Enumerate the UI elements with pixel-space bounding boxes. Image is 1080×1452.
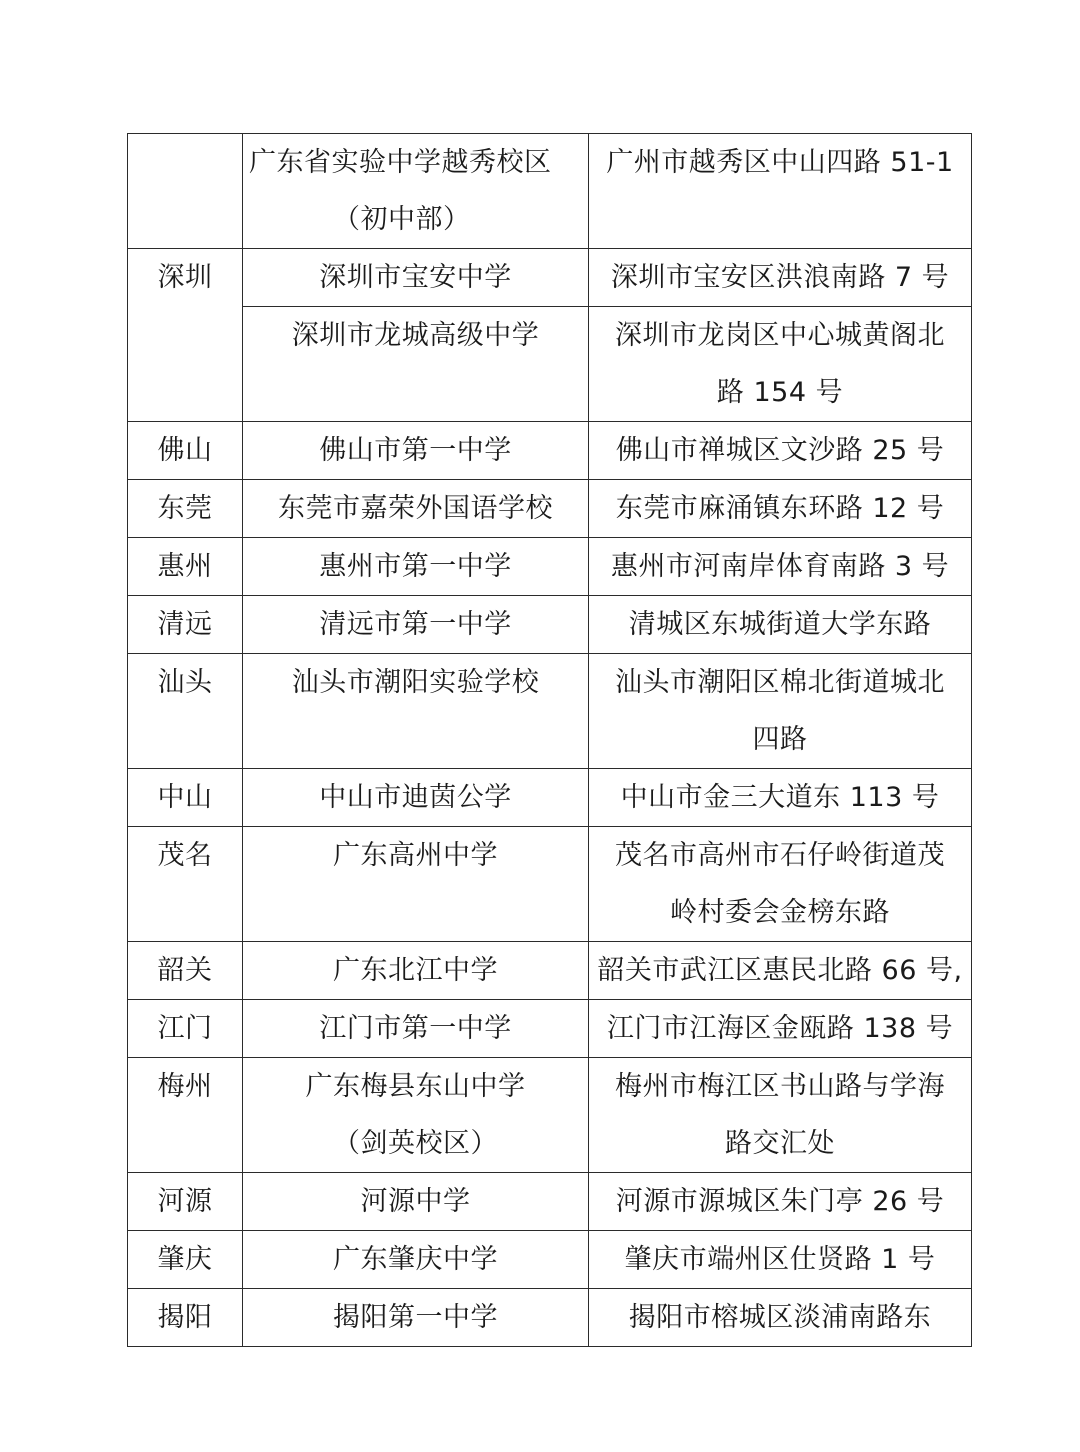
table-row xyxy=(128,596,972,654)
school-cell: 惠州市第一中学 xyxy=(243,538,589,596)
address-cell: 惠州市河南岸体育南路 3 号 xyxy=(589,538,972,596)
city-cell: 东莞 xyxy=(128,480,243,538)
city-cell: 惠州 xyxy=(128,538,243,596)
table-row xyxy=(128,538,972,596)
table-row xyxy=(128,942,972,1000)
table-row xyxy=(128,307,972,422)
school-cell: 河源中学 xyxy=(243,1173,589,1231)
school-cell: 江门市第一中学 xyxy=(243,1000,589,1058)
school-cell: 广东肇庆中学 xyxy=(243,1231,589,1289)
school-cell: 广东省实验中学越秀校区 （初中部） xyxy=(243,134,589,249)
city-cell: 中山 xyxy=(128,769,243,827)
table-row xyxy=(128,480,972,538)
table-row xyxy=(128,769,972,827)
address-cell: 肇庆市端州区仕贤路 1 号 xyxy=(589,1231,972,1289)
address-cell: 韶关市武江区惠民北路 66 号, xyxy=(589,942,972,1000)
school-cell: 佛山市第一中学 xyxy=(243,422,589,480)
table-row xyxy=(128,422,972,480)
city-cell xyxy=(128,134,243,249)
city-cell: 揭阳 xyxy=(128,1289,243,1347)
city-cell: 佛山 xyxy=(128,422,243,480)
city-cell: 茂名 xyxy=(128,827,243,942)
school-cell: 中山市迪茵公学 xyxy=(243,769,589,827)
school-cell: 深圳市宝安中学 xyxy=(243,249,589,307)
table-row xyxy=(128,1173,972,1231)
city-cell: 江门 xyxy=(128,1000,243,1058)
city-cell: 梅州 xyxy=(128,1058,243,1173)
school-cell: 广东北江中学 xyxy=(243,942,589,1000)
school-cell: 揭阳第一中学 xyxy=(243,1289,589,1347)
address-cell: 江门市江海区金瓯路 138 号 xyxy=(589,1000,972,1058)
address-cell: 梅州市梅江区书山路与学海 路交汇处 xyxy=(589,1058,972,1173)
school-cell: 东莞市嘉荣外国语学校 xyxy=(243,480,589,538)
city-cell: 清远 xyxy=(128,596,243,654)
address-cell: 佛山市禅城区文沙路 25 号 xyxy=(589,422,972,480)
city-cell: 河源 xyxy=(128,1173,243,1231)
address-cell: 茂名市高州市石仔岭街道茂 岭村委会金榜东路 xyxy=(589,827,972,942)
address-cell: 清城区东城街道大学东路 xyxy=(589,596,972,654)
address-cell: 东莞市麻涌镇东环路 12 号 xyxy=(589,480,972,538)
address-cell: 中山市金三大道东 113 号 xyxy=(589,769,972,827)
city-cell: 肇庆 xyxy=(128,1231,243,1289)
address-cell: 深圳市宝安区洪浪南路 7 号 xyxy=(589,249,972,307)
city-cell: 深圳 xyxy=(128,249,243,422)
school-cell: 深圳市龙城高级中学 xyxy=(243,307,589,422)
table-row xyxy=(128,1289,972,1347)
school-cell: 广东梅县东山中学 （剑英校区） xyxy=(243,1058,589,1173)
table-row xyxy=(128,249,972,307)
city-cell: 汕头 xyxy=(128,654,243,769)
school-cell: 广东高州中学 xyxy=(243,827,589,942)
address-cell: 河源市源城区朱门亭 26 号 xyxy=(589,1173,972,1231)
table-row xyxy=(128,827,972,942)
address-cell: 深圳市龙岗区中心城黄阁北 路 154 号 xyxy=(589,307,972,422)
table-row xyxy=(128,1000,972,1058)
table-row xyxy=(128,654,972,769)
table-row xyxy=(128,134,972,249)
address-cell: 广州市越秀区中山四路 51-1 xyxy=(589,134,972,249)
address-cell: 揭阳市榕城区淡浦南路东 xyxy=(589,1289,972,1347)
document-page xyxy=(127,133,972,1347)
address-cell: 汕头市潮阳区棉北街道城北 四路 xyxy=(589,654,972,769)
school-cell: 汕头市潮阳实验学校 xyxy=(243,654,589,769)
school-cell: 清远市第一中学 xyxy=(243,596,589,654)
city-cell: 韶关 xyxy=(128,942,243,1000)
table-row xyxy=(128,1058,972,1173)
table-row xyxy=(128,1231,972,1289)
school-address-table xyxy=(127,133,972,1347)
